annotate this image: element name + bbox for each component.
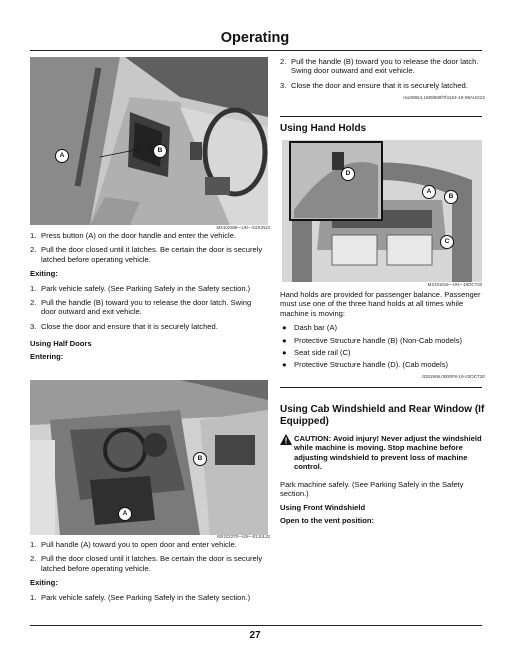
figure-reference: MX101619—UN—19OCT20 xyxy=(427,282,482,287)
list-item: 1. Press button (A) on the door handle and enter the vehicle. xyxy=(30,231,237,240)
callout-b: B xyxy=(193,452,207,466)
left-column-text-1 xyxy=(30,231,268,366)
bullet-item: ● Protective Structure handle (D). (Cab models) xyxy=(282,360,449,370)
section-heading: Using Half Doors xyxy=(30,339,92,349)
right-column-text-2 xyxy=(280,290,485,380)
bullet-item: ● Seat side rail (C) xyxy=(282,348,351,358)
list-item: 2. Pull the handle (B) toward you to release the door latch. Swing door outward and exit vehicle. xyxy=(30,298,252,317)
hand-holds-illustration xyxy=(282,140,482,282)
page-title: Operating xyxy=(220,30,290,46)
callout-a: A xyxy=(55,149,69,163)
list-item: 1. Park vehicle safely. (See Parking Safely in the Safety section.) xyxy=(30,592,251,602)
list-item: 1. Pull handle (A) toward you to open door and enter vehicle. xyxy=(30,540,237,549)
section-rule xyxy=(280,116,482,117)
left-column-text-2 xyxy=(30,540,268,607)
caution-notice xyxy=(280,434,485,472)
list-item: 2. Pull the door closed until it latches. Be certain the door is securely latched before operating vehicle. xyxy=(30,245,263,264)
page-number: 27 xyxy=(249,630,261,641)
callout-d: D xyxy=(341,167,355,181)
list-item: 2. Pull the door closed until it latches. Be certain the door is securely latched before operating vehicle. xyxy=(30,554,263,573)
exiting-label: Exiting: xyxy=(30,578,58,588)
door-button-illustration xyxy=(30,57,268,225)
bullet-item: ● Dash bar (A) xyxy=(282,323,338,333)
list-item: 3. Close the door and ensure that it is securely latched. xyxy=(280,80,468,90)
callout-c: C xyxy=(440,235,454,249)
figure-reference: MX102270—UN—01JUL22 xyxy=(217,534,270,539)
callout-b: B xyxy=(153,144,167,158)
callout-a: A xyxy=(118,507,132,521)
callout-a: A xyxy=(422,185,436,199)
bullet-item: ● Protective Structure handle (B) (Non-Cab models) xyxy=(282,335,462,345)
subheading: Using Front Windshield xyxy=(280,503,366,513)
hand-holds-figure xyxy=(282,140,482,282)
exiting-label: Exiting: xyxy=(30,269,58,279)
section-heading: Using Cab Windshield and Rear Window (If Equipped) xyxy=(280,404,485,427)
list-item: 3. Close the door and ensure that it is securely latched. xyxy=(30,321,218,331)
document-reference: JG81906,0000F8-19-23OCT20 xyxy=(421,373,485,379)
section-heading: Using Hand Holds xyxy=(280,123,367,134)
list-item: 2. Pull the handle (B) toward you to release the door latch. Swing door outward and exit vehicle. xyxy=(280,57,479,76)
entering-label: Entering: xyxy=(30,351,64,361)
hand-holds-paragraph: Hand holds are provided for passenger balance. Passenger must use one of the three hand holds at all times while machine is moving: xyxy=(280,290,481,318)
footer-rule xyxy=(30,625,482,626)
caution-text: CAUTION: Avoid injury! Never adjust the windshield while machine is moving. Stop machine before adjusting windshield to prevent loss of machine control. xyxy=(294,434,482,472)
door-button-figure xyxy=(30,57,268,225)
subheading: Open to the vent position: xyxy=(280,515,375,525)
figure-reference: MX102389—UN—23JUN22 xyxy=(216,225,270,230)
right-column-text-1 xyxy=(280,57,485,101)
list-item: 1. Park vehicle safely. (See Parking Safely in the Safety section.) xyxy=(30,283,251,293)
header-rule xyxy=(30,50,482,51)
section-rule xyxy=(280,387,482,388)
half-door-illustration xyxy=(30,380,268,535)
callout-b: B xyxy=(444,190,458,204)
document-reference: mx08654,1685990f7f4164-19-08AUG22 xyxy=(403,95,485,101)
warning-icon xyxy=(280,434,294,472)
hand-holds-heading-wrap xyxy=(280,123,485,141)
right-column-text-3 xyxy=(280,404,485,530)
park-paragraph: Park machine safely. (See Parking Safely in the Safety section.) xyxy=(280,479,464,499)
half-door-figure xyxy=(30,380,268,535)
